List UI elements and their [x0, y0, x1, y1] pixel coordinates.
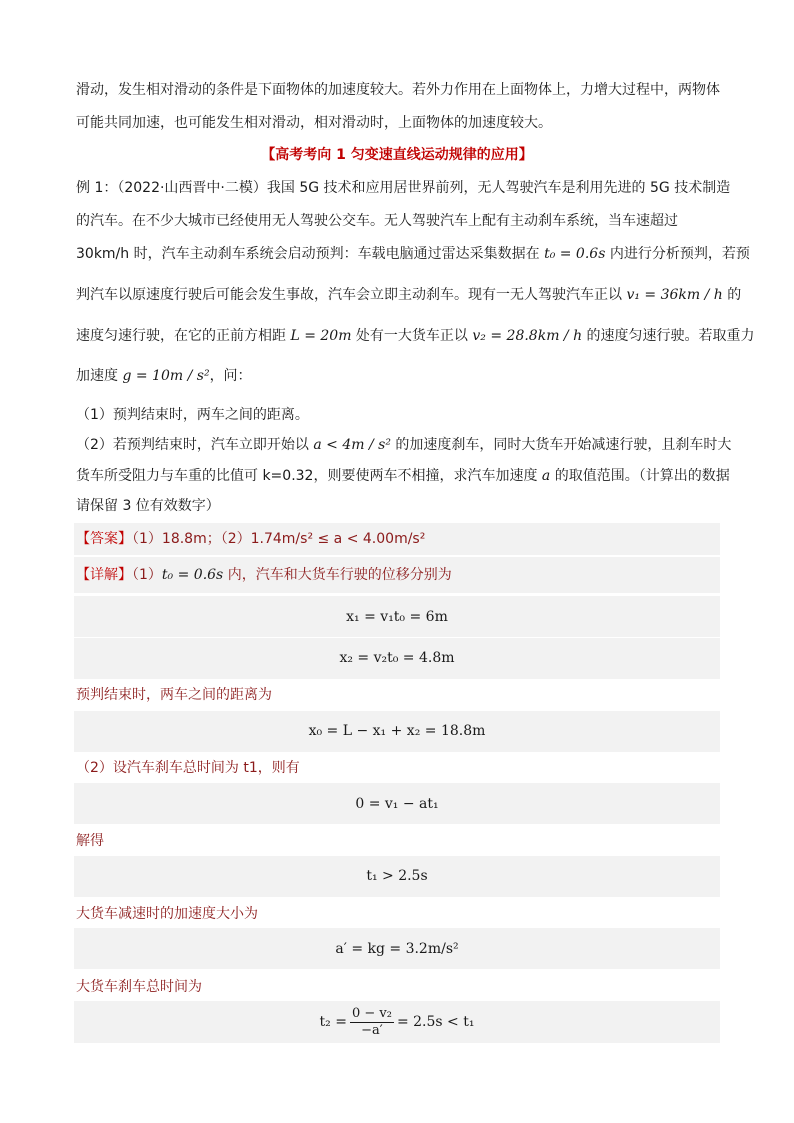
formula-t2 — [74, 1004, 720, 1040]
intro-line-1: 滑动，发生相对滑动的条件是下面物体的加速度较大。若外力作用在上面物体上，力增大过程中，两物体 — [76, 82, 720, 98]
question-2-line-2-math: a — [541, 468, 551, 484]
answer-text: （1）18.8m；（2）1.74m/s² ≤ a < 4.00m/s² — [132, 531, 426, 547]
answer-label: 【答案】 — [76, 531, 132, 547]
formula-t2-lhs: t₂ = — [319, 1014, 347, 1030]
detail-p1-a: （1） — [132, 567, 162, 583]
formula-x1: x₁ = v₁t₀ = 6m — [346, 609, 448, 625]
example-line-6-text-b: ，问： — [209, 368, 252, 384]
question-2-line-2-text-b: 的取值范围。（计算出的数据 — [550, 468, 730, 484]
detail-line-1 — [76, 565, 721, 585]
formula-a-prime: a′ = kg = 3.2m/s² — [335, 941, 459, 957]
question-2-line-3: 请保留 3 位有效数字） — [76, 498, 220, 514]
example-line-3-text-a: 30km/h 时，汽车主动刹车系统会启动预判：车载电脑通过雷达采集数据在 — [76, 246, 545, 262]
formula-t2-rhs: = 2.5s < t₁ — [396, 1014, 475, 1030]
formula-t1: t₁ > 2.5s — [366, 868, 428, 884]
section-heading: 【高考考向 1 匀变速直线运动规律的应用】 — [261, 147, 533, 163]
detail-paragraph-3: （2）设汽车刹车总时间为 t1，则有 — [76, 760, 300, 776]
question-2-text-a: （2）若预判结束时，汽车立即开始以 — [76, 437, 314, 453]
example-line-5 — [76, 326, 755, 346]
example-line-2: 的汽车。在不少大城市已经使用无人驾驶公交车。无人驾驶汽车上配有主动刹车系统，当车速超过 — [76, 213, 678, 229]
example-line-4-text-b: 的 — [722, 287, 742, 303]
example-line-4-math: v₁ = 36km / h — [626, 287, 723, 303]
formula-t2-denominator: −a′ — [361, 1022, 383, 1038]
formula-brake: 0 = v₁ − at₁ — [355, 796, 439, 812]
example-line-3-text-b: 内进行分析预判，若预 — [605, 246, 750, 262]
formula-x2: x₂ = v₂t₀ = 4.8m — [339, 650, 455, 666]
question-2-line-1 — [76, 435, 732, 455]
formula-t2-fraction — [350, 1006, 394, 1039]
example-line-5-math-1: L = 20m — [290, 328, 352, 344]
detail-paragraph-5: 大货车减速时的加速度大小为 — [76, 906, 258, 922]
example-line-5-text-b: 处有一大货车正以 — [351, 328, 473, 344]
example-line-5-math-2: v₂ = 28.8km / h — [472, 328, 583, 344]
question-2-text-b: 的加速度刹车，同时大货车开始减速行驶，且刹车时大 — [390, 437, 732, 453]
detail-paragraph-2: 预判结束时，两车之间的距离为 — [76, 687, 272, 703]
example-line-6-text-a: 加速度 — [76, 368, 123, 384]
answer-line — [76, 529, 721, 549]
detail-paragraph-6: 大货车刹车总时间为 — [76, 979, 202, 995]
question-2-line-2 — [76, 466, 730, 486]
question-2-math: a < 4m / s² — [313, 437, 391, 453]
example-line-4 — [76, 285, 742, 305]
example-line-5-text-a: 速度匀速行驶，在它的正前方相距 — [76, 328, 291, 344]
example-line-3-math: t₀ = 0.6s — [544, 246, 606, 262]
formula-t2-numerator: 0 − v₂ — [351, 1005, 392, 1021]
detail-paragraph-4: 解得 — [76, 833, 104, 849]
question-1: （1）预判结束时，两车之间的距离。 — [76, 407, 309, 423]
intro-line-2: 可能共同加速，也可能发生相对滑动，相对滑动时，上面物体的加速度较大。 — [76, 115, 552, 131]
example-line-6 — [76, 366, 721, 386]
example-line-6-math: g = 10m / s² — [122, 368, 210, 384]
example-line-1: 例 1：（2022·山西晋中·二模）我国 5G 技术和应用居世界前列，无人驾驶汽车是利用先进的 5G 技术制造 — [76, 180, 731, 196]
example-line-5-text-c: 的速度匀速行驶。若取重力 — [582, 328, 755, 344]
detail-p1-math: t₀ = 0.6s — [161, 567, 224, 583]
example-line-3 — [76, 244, 750, 264]
detail-p1-b: 内，汽车和大货车行驶的位移分别为 — [223, 567, 452, 583]
example-line-4-text-a: 判汽车以原速度行驶后可能会发生事故，汽车会立即主动刹车。现有一无人驾驶汽车正以 — [76, 287, 627, 303]
question-2-line-2-text-a: 货车所受阻力与车重的比值可 k=0.32，则要使两车不相撞，求汽车加速度 — [76, 468, 542, 484]
detail-label: 【详解】 — [76, 567, 132, 583]
formula-x0: x₀ = L − x₁ + x₂ = 18.8m — [308, 723, 486, 739]
